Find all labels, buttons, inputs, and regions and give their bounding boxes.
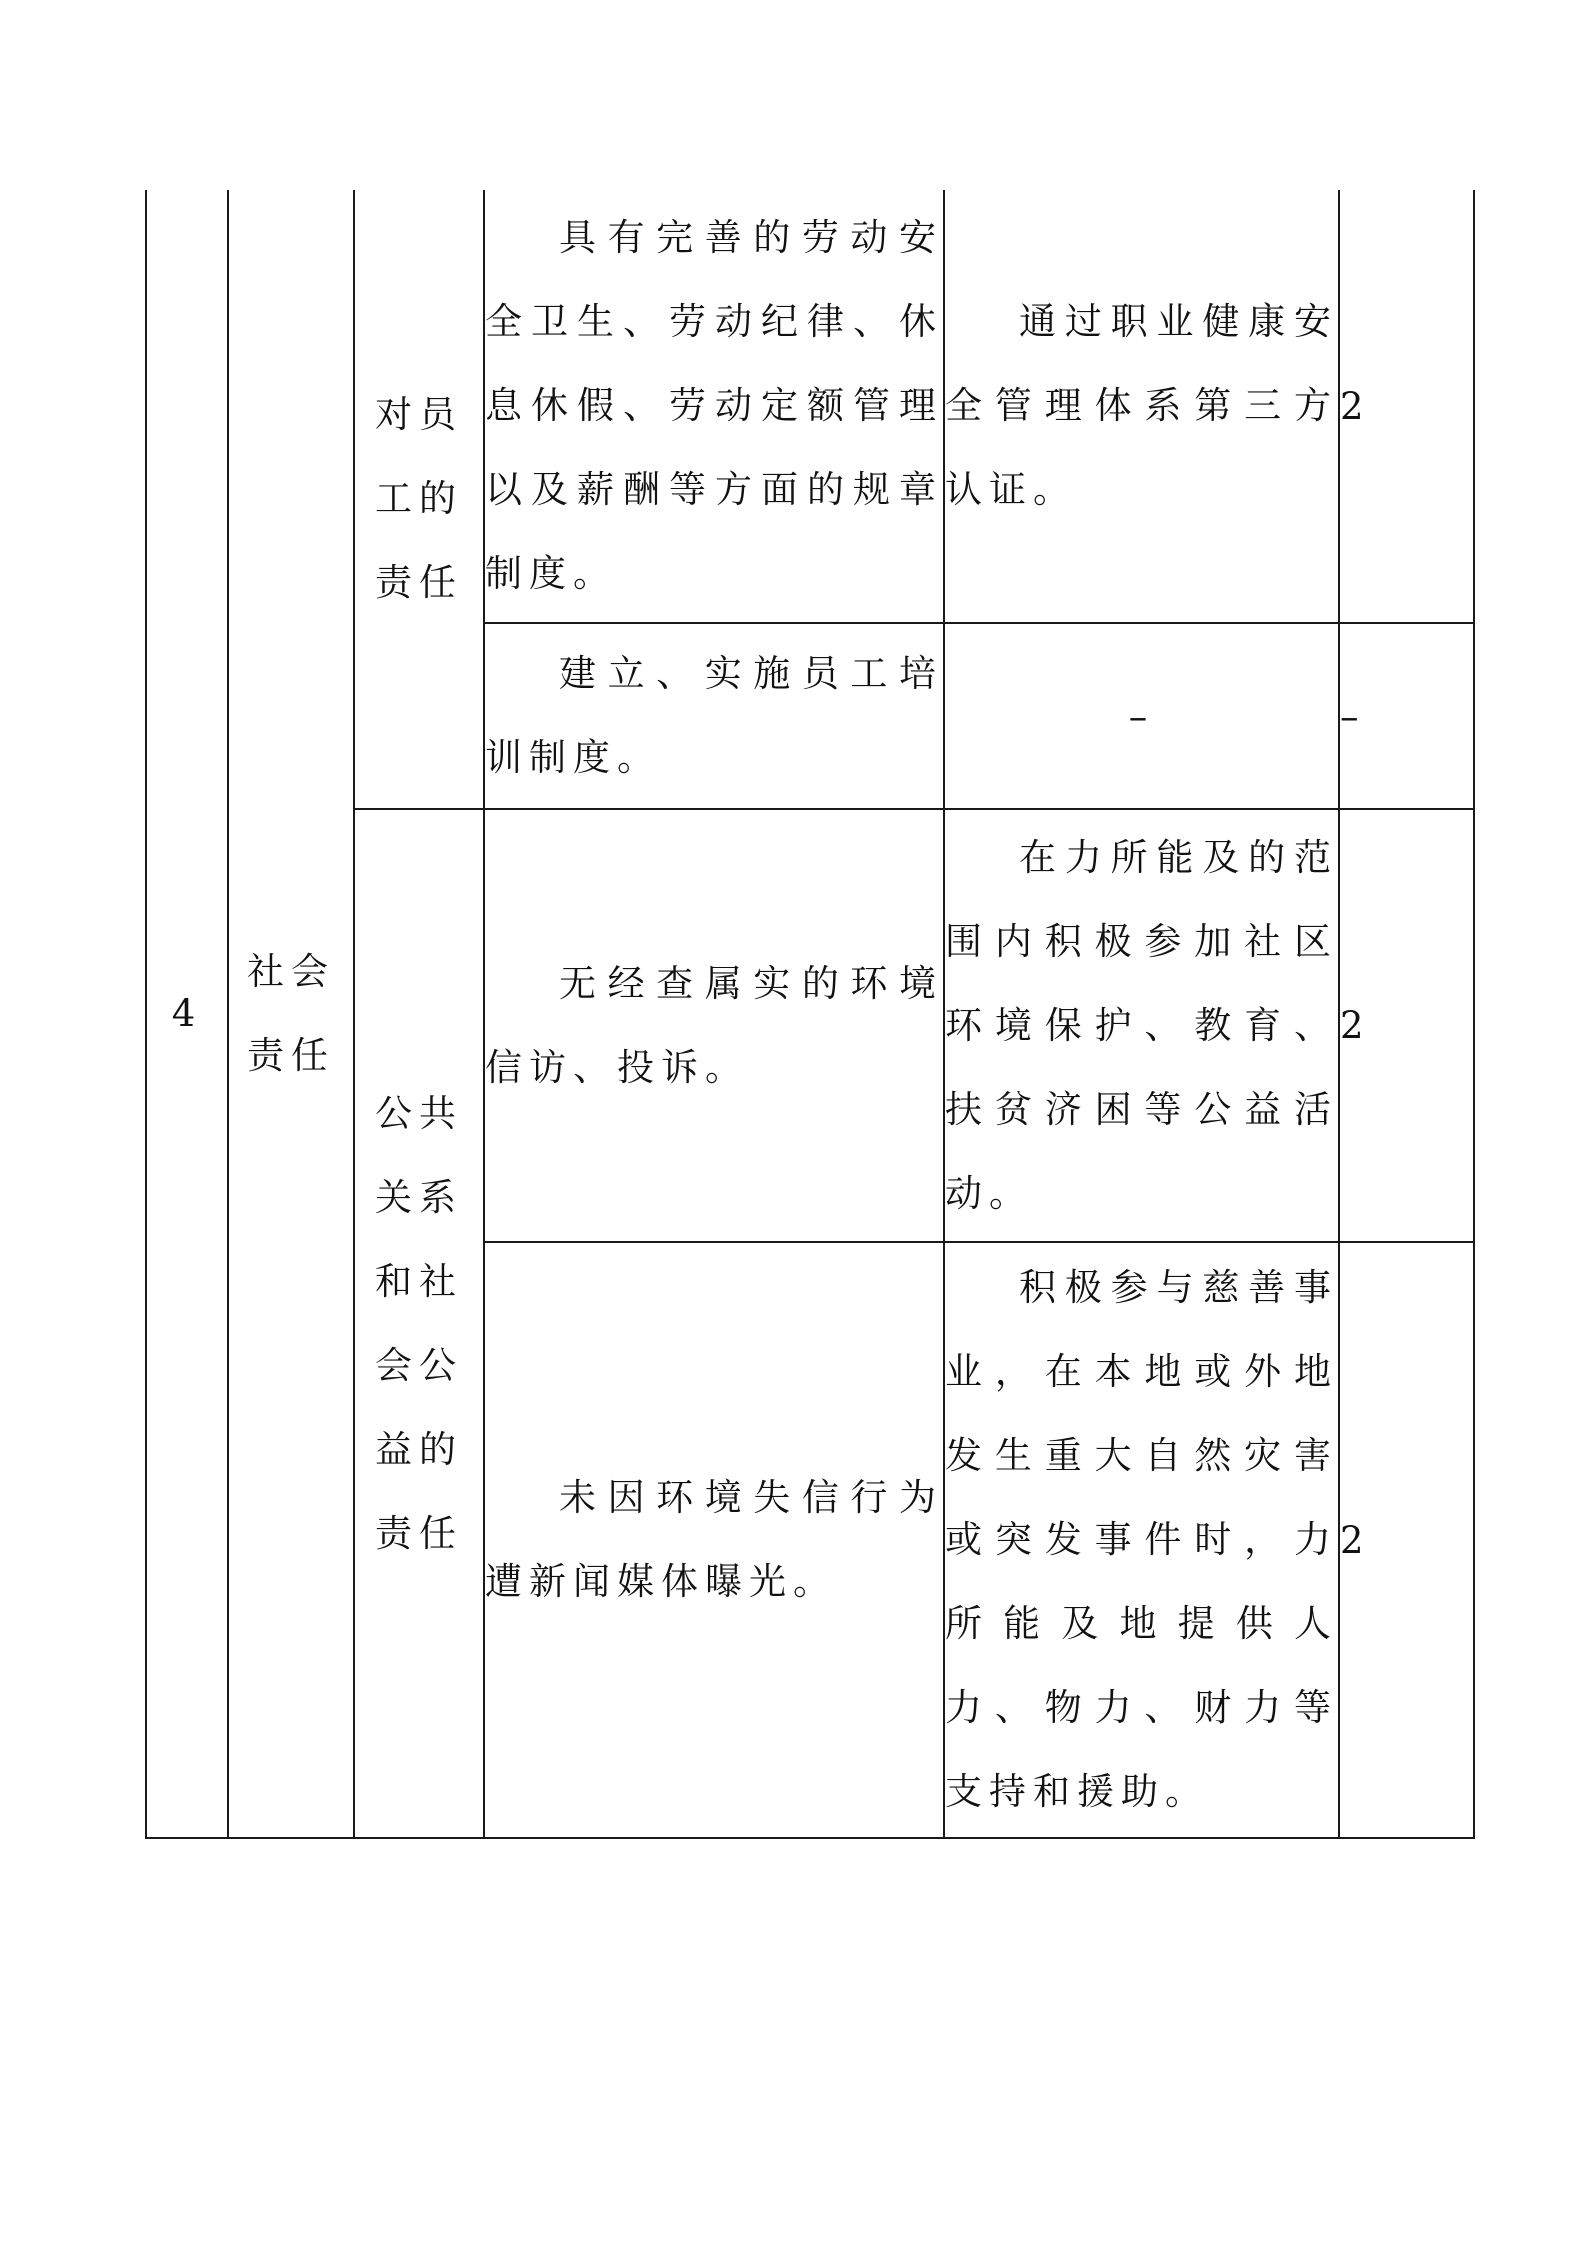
requirement-text: 建立、实施员工培训制度。 bbox=[485, 652, 943, 779]
table-row bbox=[146, 190, 1474, 623]
score-value: 2 bbox=[1340, 1004, 1371, 1047]
requirement-cell bbox=[484, 1242, 944, 1838]
requirement-cell bbox=[484, 190, 944, 623]
row-number-cell bbox=[146, 190, 228, 1838]
bonus-condition-cell bbox=[944, 1242, 1339, 1838]
score-cell bbox=[1339, 809, 1474, 1242]
requirement-text: 无经查属实的环境信访、投诉。 bbox=[485, 961, 943, 1089]
bonus-condition-cell bbox=[944, 623, 1339, 809]
bonus-condition-text: – bbox=[1128, 694, 1155, 738]
score-cell bbox=[1339, 623, 1474, 809]
row-number: 4 bbox=[171, 992, 203, 1035]
requirement-text: 具有完善的劳动安全卫生、劳动纪律、休息休假、劳动定额管理以及薪酬等方面的规章制度。 bbox=[485, 216, 943, 595]
requirement-text: 未因环境失信行为遭新闻媒体曝光。 bbox=[485, 1476, 943, 1603]
category-cell bbox=[228, 190, 354, 1838]
subcategory-label: 公共 关系 和社 会公 益的 责任 bbox=[375, 1091, 463, 1555]
requirement-cell bbox=[484, 623, 944, 809]
requirement-cell bbox=[484, 809, 944, 1242]
score-value: – bbox=[1340, 694, 1366, 738]
bonus-condition-cell bbox=[944, 190, 1339, 623]
category-label: 社会 责任 bbox=[247, 949, 335, 1077]
bonus-condition-text: 通过职业健康安全管理体系第三方认证。 bbox=[945, 300, 1338, 511]
score-cell bbox=[1339, 190, 1474, 623]
score-value: 2 bbox=[1340, 1518, 1371, 1562]
subcategory-cell bbox=[354, 809, 484, 1838]
bonus-condition-text: 积极参与慈善事业，在本地或外地发生重大自然灾害或突发事件时，力所能及地提供人力、物力、财力等支持和援助。 bbox=[945, 1266, 1338, 1813]
score-value: 2 bbox=[1340, 384, 1371, 428]
bonus-condition-cell bbox=[944, 809, 1339, 1242]
evaluation-table bbox=[145, 190, 1475, 1839]
score-cell bbox=[1339, 1242, 1474, 1838]
subcategory-label: 对员 工的 责任 bbox=[375, 393, 463, 604]
subcategory-cell bbox=[354, 190, 484, 809]
bonus-condition-text: 在力所能及的范围内积极参加社区环境保护、教育、扶贫济困等公益活动。 bbox=[945, 835, 1338, 1215]
